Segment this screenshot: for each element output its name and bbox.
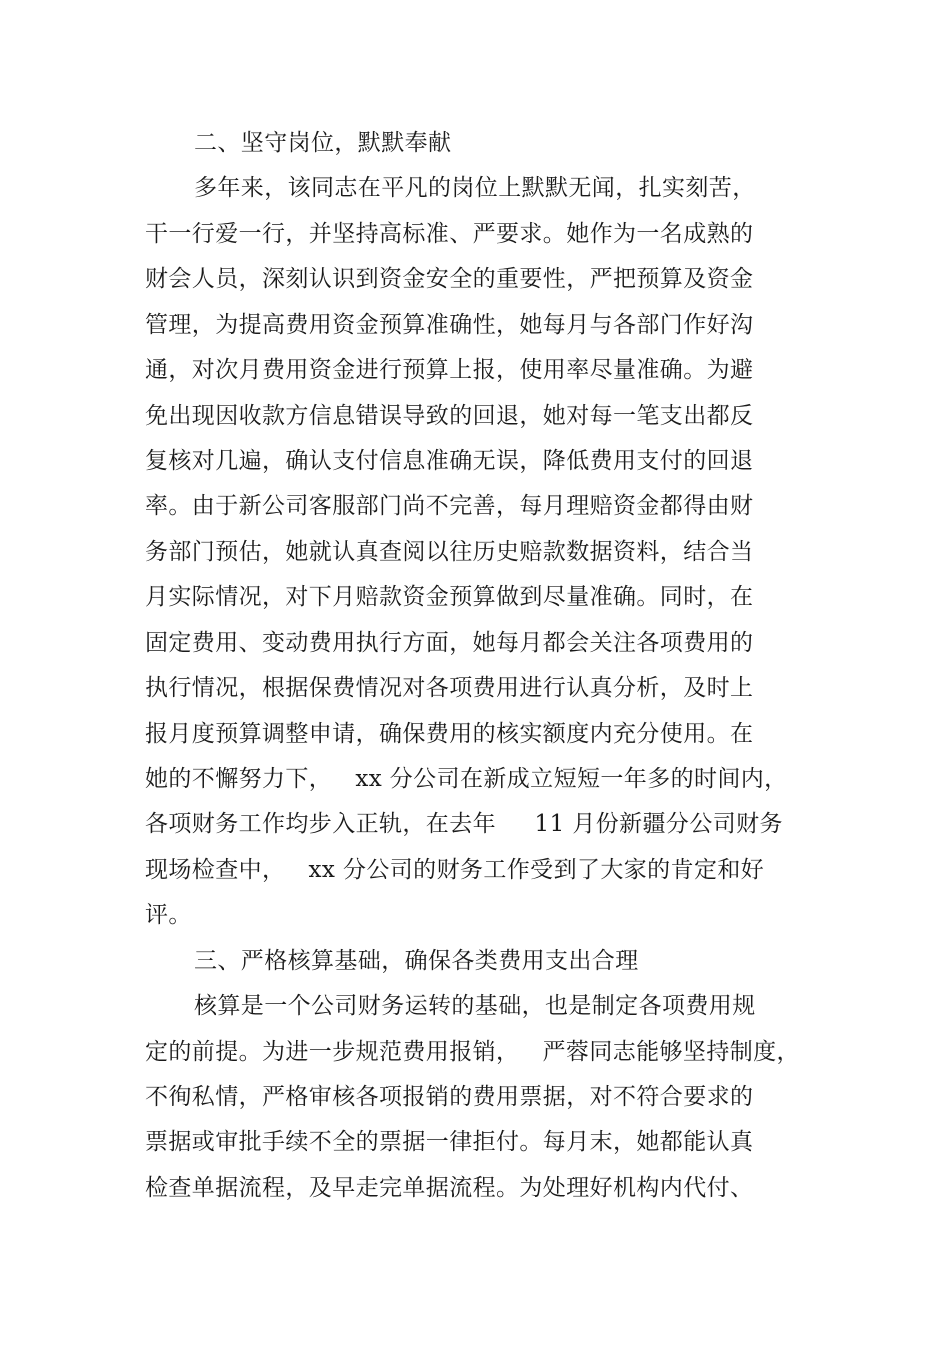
paragraph-line: 票据或审批手续不全的票据一律拒付。每月末，她都能认真 — [145, 1129, 754, 1155]
paragraph-line: 现场检查中， xx 分公司的财务工作受到了大家的肯定和好 — [145, 857, 765, 883]
paragraph-line: 管理，为提高费用资金预算准确性，她每月与各部门作好沟 — [145, 312, 754, 338]
paragraph-line: 不徇私情，严格审核各项报销的费用票据，对不符合要求的 — [145, 1084, 754, 1110]
paragraph-line: 务部门预估，她就认真查阅以往历史赔款数据资料，结合当 — [145, 539, 754, 565]
paragraph-line: 通，对次月费用资金进行预算上报，使用率尽量准确。为避 — [145, 357, 754, 383]
paragraph-line: 执行情况，根据保费情况对各项费用进行认真分析，及时上 — [145, 675, 754, 701]
paragraph-line: 检查单据流程，及早走完单据流程。为处理好机构内代付、 — [145, 1175, 754, 1201]
paragraph-line: 各项财务工作均步入正轨，在去年 11 月份新疆分公司财务 — [145, 811, 783, 837]
paragraph-line: 财会人员，深刻认识到资金安全的重要性，严把预算及资金 — [145, 266, 754, 292]
paragraph-line: 月实际情况，对下月赔款资金预算做到尽量准确。同时，在 — [145, 584, 754, 610]
paragraph-line: 复核对几遍，确认支付信息准确无误，降低费用支付的回退 — [145, 448, 754, 474]
paragraph-line: 率。由于新公司客服部门尚不完善，每月理赔资金都得由财 — [145, 493, 754, 519]
paragraph-line: 多年来，该同志在平凡的岗位上默默无闻，扎实刻苦， — [194, 175, 756, 201]
paragraph-line: 干一行爱一行，并坚持高标准、严要求。她作为一名成熟的 — [145, 221, 754, 247]
paragraph-line: 核算是一个公司财务运转的基础，也是制定各项费用规 — [194, 993, 756, 1019]
paragraph-line: 评。 — [145, 902, 192, 928]
paragraph-line: 报月度预算调整申请，确保费用的核实额度内充分使用。在 — [145, 721, 754, 747]
paragraph-line: 固定费用、变动费用执行方面，她每月都会关注各项费用的 — [145, 630, 754, 656]
paragraph-line: 定的前提。为进一步规范费用报销， 严蓉同志能够坚持制度， — [145, 1039, 800, 1065]
section-heading-3: 三、严格核算基础，确保各类费用支出合理 — [194, 948, 639, 974]
section-heading-2: 二、坚守岗位，默默奉献 — [194, 130, 452, 156]
paragraph-line: 免出现因收款方信息错误导致的回退，她对每一笔支出都反 — [145, 403, 754, 429]
paragraph-line: 她的不懈努力下， xx 分公司在新成立短短一年多的时间内， — [145, 766, 788, 792]
